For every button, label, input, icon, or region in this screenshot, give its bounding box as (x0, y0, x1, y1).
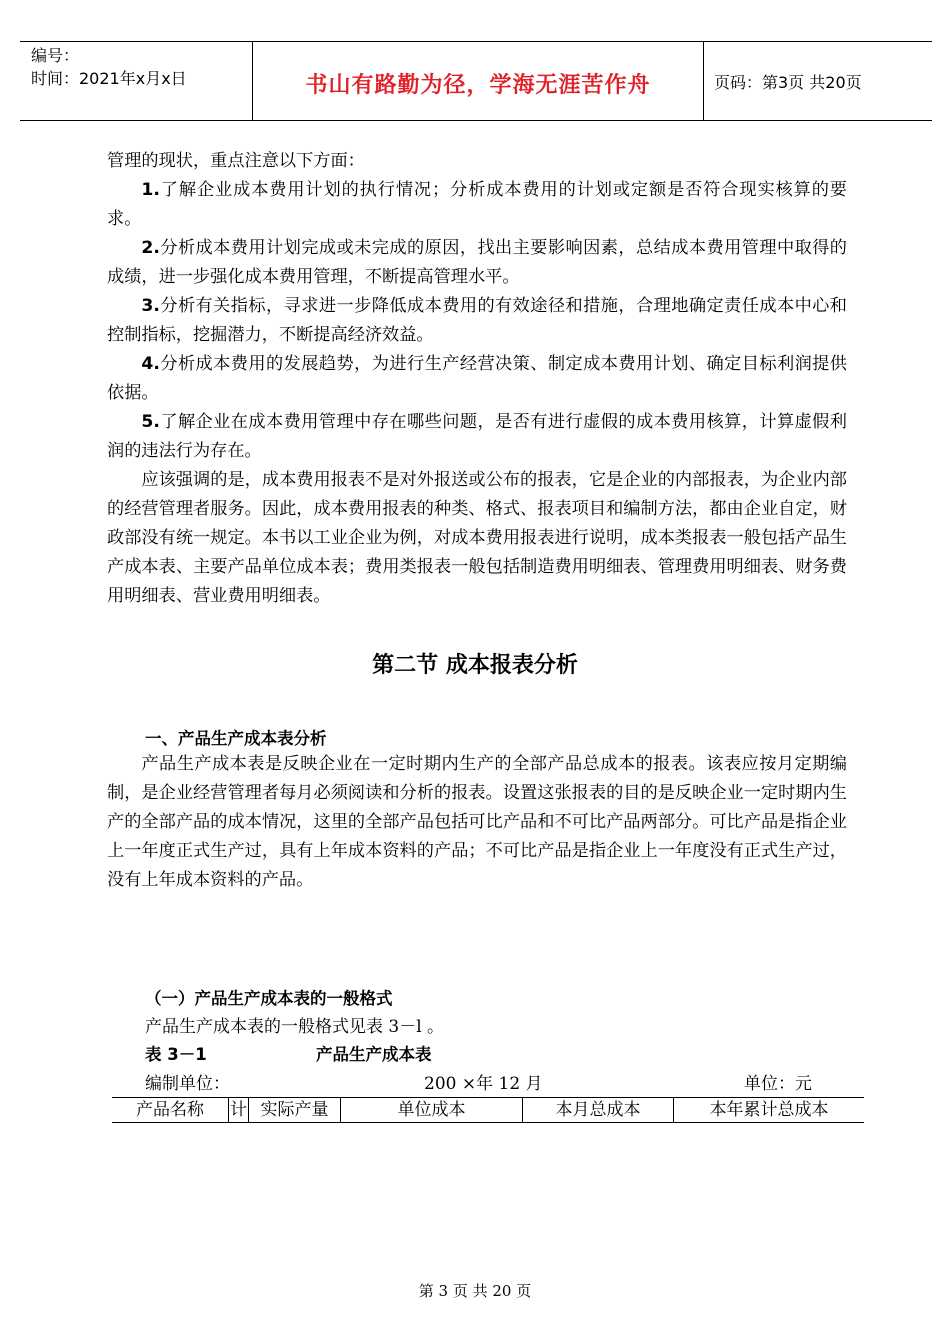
list-item-text: 分析成本费用的发展趋势，为进行生产经营决策、制定成本费用计划、确定目标利润提供依据。 (107, 354, 847, 403)
table-title: 产品生产成本表 (316, 1045, 432, 1064)
header-motto: 书山有路勤为径，学海无涯苦作舟 (305, 73, 651, 98)
subsection-heading: 一、产品生产成本表分析 (145, 729, 327, 748)
section-title: 第二节 成本报表分析 (372, 653, 578, 678)
list-item-number: 4. (141, 354, 160, 374)
table-label: 表 3－1 (145, 1045, 207, 1064)
document-number-label: 编号： (31, 46, 80, 65)
table-header-cell: 本月总成本 (523, 1098, 674, 1122)
emphasis-paragraph: 应该强调的是，成本费用报表不是对外报送或公布的报表，它是企业的内部报表，为企业内部的经营管理者服务。因此，成本费用报表的种类、格式、报表项目和编制方法，都由企业自定，财政部没有统一规定。本书以工业企业为例，对成本费用报表进行说明，成本类报表一般包括产品生产成本表、主要产品单位成本表；费用类报表一般包括制造费用明细表、管理费用明细表、财务费用明细表、营业费用明细表。 (107, 470, 847, 606)
header-motto-cell (253, 42, 704, 120)
table-date: 200 ×年 12 月 (424, 1074, 543, 1094)
header-meta (20, 42, 253, 120)
list-item-text: 分析有关指标，寻求进一步降低成本费用的有效途径和措施，合理地确定责任成本中心和控制指标，挖掘潜力，不断提高经济效益。 (107, 296, 847, 345)
table-unit-right: 单位：元 (744, 1074, 812, 1094)
list-item (107, 176, 847, 234)
table-header-cell: 单位成本 (341, 1098, 523, 1122)
document-time-label: 时间：2021年x月x日 (31, 69, 187, 88)
list-item (107, 408, 847, 466)
intro-paragraph: 管理的现状，重点注意以下方面： (107, 151, 365, 171)
table-header-cell: 本年累计总成本 (709, 1100, 829, 1120)
intro-block (107, 147, 847, 611)
list-item-number: 5. (141, 412, 160, 432)
body-paragraph: 产品生产成本表是反映企业在一定时期内生产的全部产品总成本的报表。该表应按月定期编制，是企业经营管理者每月必须阅读和分析的报表。设置这张报表的目的是反映企业一定时期内生产的全部产品的成本情况，这里的全部产品包括可比产品和不可比产品两部分。可比产品是指企业上一年度正式生产过，具有上年成本资料的产品；不可比产品是指企业上一年度没有正式生产过，没有上年成本资料的产品。 (107, 754, 847, 890)
list-item-text: 了解企业在成本费用管理中存在哪些问题，是否有进行虚假的成本费用核算，计算虚假利润的违法行为存在。 (107, 412, 847, 461)
page-footer: 第 3 页 共 20 页 (418, 1282, 532, 1300)
list-item-number: 3. (141, 296, 160, 316)
list-item-number: 2. (141, 238, 160, 258)
list-item-text: 分析成本费用计划完成或未完成的原因，找出主要影响因素，总结成本费用管理中取得的成绩，进一步强化成本费用管理，不断提高管理水平。 (107, 238, 847, 287)
list-item-number: 1. (141, 180, 160, 200)
subsection-body (107, 750, 847, 895)
page-header (20, 41, 932, 121)
table-header-cell: 计 (230, 1100, 247, 1120)
table-reference: 产品生产成本表的一般格式见表 3－l 。 (145, 1017, 445, 1037)
list-item (107, 234, 847, 292)
table-header-cell: 产品名称 (112, 1098, 229, 1122)
subsubsection-heading: （一）产品生产成本表的一般格式 (145, 989, 393, 1008)
list-item (107, 350, 847, 408)
list-item-text: 了解企业成本费用计划的执行情况；分析成本费用的计划或定额是否符合现实核算的要求。 (107, 180, 847, 229)
table-header-cell: 实际产量 (249, 1098, 341, 1122)
table-unit-left: 编制单位： (145, 1074, 230, 1094)
list-item (107, 292, 847, 350)
header-page-number: 页码：第3页 共20页 (714, 73, 862, 92)
cost-table-header (112, 1097, 864, 1123)
